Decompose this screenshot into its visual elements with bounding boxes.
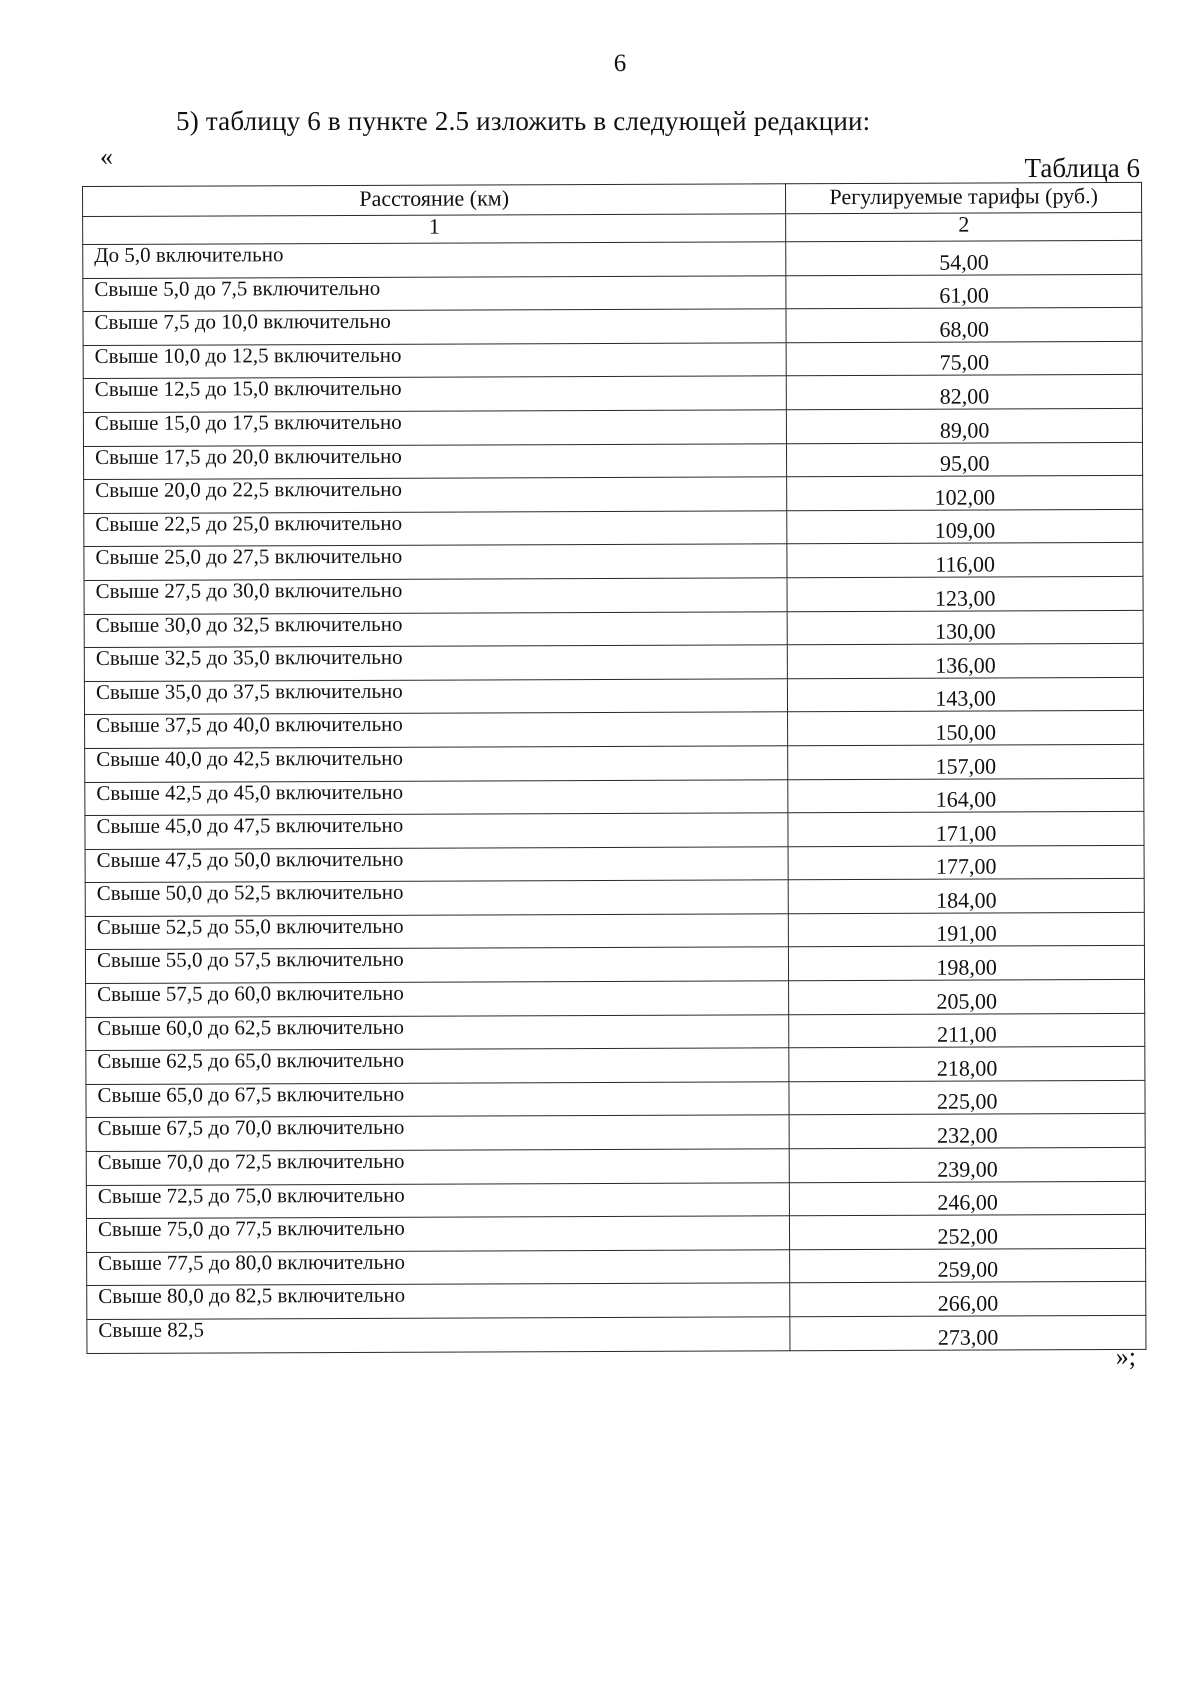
tariff-cell: 109,00 [787,509,1143,544]
distance-cell: Свыше 37,5 до 40,0 включительно [85,712,788,748]
tariff-cell: 218,00 [789,1047,1145,1082]
table-header-row [83,182,1142,216]
tariff-cell: 246,00 [790,1181,1146,1216]
tariff-cell: 164,00 [788,778,1144,813]
distance-cell: Свыше 57,5 до 60,0 включительно [86,981,789,1017]
distance-cell: Свыше 77,5 до 80,0 включительно [87,1250,790,1286]
distance-cell: Свыше 65,0 до 67,5 включительно [86,1082,789,1118]
table-row [83,442,1142,480]
table-row [87,1248,1146,1286]
tariff-cell: 75,00 [786,341,1142,376]
amendment-intro-text: 5) таблицу 6 в пункте 2.5 изложить в следующей редакции: [176,106,871,136]
table-row [85,711,1144,749]
distance-cell: Свыше 55,0 до 57,5 включительно [85,947,788,983]
distance-cell: Свыше 25,0 до 27,5 включительно [84,544,787,580]
distance-cell: Свыше 75,0 до 77,5 включительно [86,1216,789,1252]
distance-cell: Свыше 22,5 до 25,0 включительно [84,511,787,547]
tariff-cell: 116,00 [787,543,1143,578]
distance-cell: Свыше 15,0 до 17,5 включительно [83,410,786,446]
table-row [84,610,1143,648]
tariff-cell: 54,00 [786,240,1142,275]
tariff-cell: 252,00 [790,1215,1146,1250]
table-row [87,1315,1146,1353]
table-row [83,308,1142,346]
distance-cell: Свыше 30,0 до 32,5 включительно [84,611,787,647]
distance-cell: Свыше 80,0 до 82,5 включительно [87,1283,790,1319]
distance-cell: Свыше 45,0 до 47,5 включительно [85,813,788,849]
distance-cell: Свыше 17,5 до 20,0 включительно [83,443,786,479]
tariff-table-body [83,212,1146,1353]
table-row [85,812,1144,850]
table-caption: Таблица 6 [1024,153,1140,183]
distance-cell: Свыше 82,5 [87,1317,790,1353]
table-row [85,778,1144,816]
tariff-cell: 102,00 [787,476,1143,511]
tariff-cell: 198,00 [789,946,1145,981]
table-row [86,1013,1145,1051]
distance-cell: Свыше 60,0 до 62,5 включительно [86,1014,789,1050]
tariff-cell: 150,00 [788,711,1144,746]
table-row [86,1114,1145,1152]
tariff-cell: 184,00 [788,879,1144,914]
distance-cell: Свыше 50,0 до 52,5 включительно [85,880,788,916]
table-row [85,744,1144,782]
table-row [85,879,1144,917]
table-row [86,979,1145,1017]
tariff-cell: 61,00 [786,274,1142,309]
table-row [86,1080,1145,1118]
table-row [87,1282,1146,1320]
tariff-cell: 136,00 [788,644,1144,679]
tariff-cell: 171,00 [788,812,1144,847]
tariff-cell: 143,00 [788,677,1144,712]
column-number-row [83,212,1142,244]
table-row [86,1215,1145,1253]
distance-cell: Свыше 32,5 до 35,0 включительно [84,645,787,681]
tariff-cell: 232,00 [789,1114,1145,1149]
distance-cell: До 5,0 включительно [83,242,786,278]
tariff-cell: 68,00 [786,308,1142,343]
tariff-cell: 259,00 [790,1248,1146,1283]
table-row [84,509,1143,547]
column-number-1: 1 [83,214,786,245]
distance-cell: Свыше 62,5 до 65,0 включительно [86,1048,789,1084]
tariff-cell: 130,00 [787,610,1143,645]
tariff-cell: 205,00 [789,979,1145,1014]
opening-quote-mark: « [100,142,113,171]
distance-cell: Свыше 35,0 до 37,5 включительно [84,679,787,715]
table-row [84,576,1143,614]
tariff-cell: 191,00 [789,912,1145,947]
tariff-cell: 157,00 [788,744,1144,779]
table-row [84,476,1143,514]
table-row [85,946,1144,984]
tariff-table [82,182,1146,1354]
distance-cell: Свыше 40,0 до 42,5 включительно [85,746,788,782]
tariff-cell: 225,00 [789,1080,1145,1115]
tariff-cell: 95,00 [787,442,1143,477]
table-row [85,912,1144,950]
tariff-cell: 123,00 [787,576,1143,611]
distance-cell: Свыше 20,0 до 22,5 включительно [84,477,787,513]
tariff-cell: 239,00 [789,1147,1145,1182]
header-distance: Расстояние (км) [83,184,786,217]
header-tariff: Регулируемые тарифы (руб.) [786,182,1142,213]
distance-cell: Свыше 42,5 до 45,0 включительно [85,779,788,815]
distance-cell: Свыше 52,5 до 55,0 включительно [85,914,788,950]
table-row [84,677,1143,715]
table-row [85,845,1144,883]
distance-cell: Свыше 72,5 до 75,0 включительно [86,1182,789,1218]
table-row [83,408,1142,446]
tariff-cell: 273,00 [790,1315,1146,1350]
table-row [83,375,1142,413]
table-row [84,644,1143,682]
tariff-cell: 177,00 [788,845,1144,880]
page-number: 6 [613,50,627,77]
table-row [84,543,1143,581]
table-row [83,274,1142,312]
table-row [86,1181,1145,1219]
table-row [83,341,1142,379]
distance-cell: Свыше 7,5 до 10,0 включительно [83,309,786,345]
table-row [86,1147,1145,1185]
distance-cell: Свыше 5,0 до 7,5 включительно [83,275,786,311]
distance-cell: Свыше 12,5 до 15,0 включительно [83,376,786,412]
table-row [83,240,1142,278]
distance-cell: Свыше 47,5 до 50,0 включительно [85,846,788,882]
tariff-cell: 211,00 [789,1013,1145,1048]
distance-cell: Свыше 10,0 до 12,5 включительно [83,343,786,379]
table-row [86,1047,1145,1085]
tariff-cell: 89,00 [787,408,1143,443]
distance-cell: Свыше 67,5 до 70,0 включительно [86,1115,789,1151]
tariff-cell: 82,00 [787,375,1143,410]
tariff-cell: 266,00 [790,1282,1146,1317]
column-number-2: 2 [786,212,1142,241]
closing-quote-mark: »; [1115,1342,1136,1371]
distance-cell: Свыше 70,0 до 72,5 включительно [86,1149,789,1185]
distance-cell: Свыше 27,5 до 30,0 включительно [84,578,787,614]
